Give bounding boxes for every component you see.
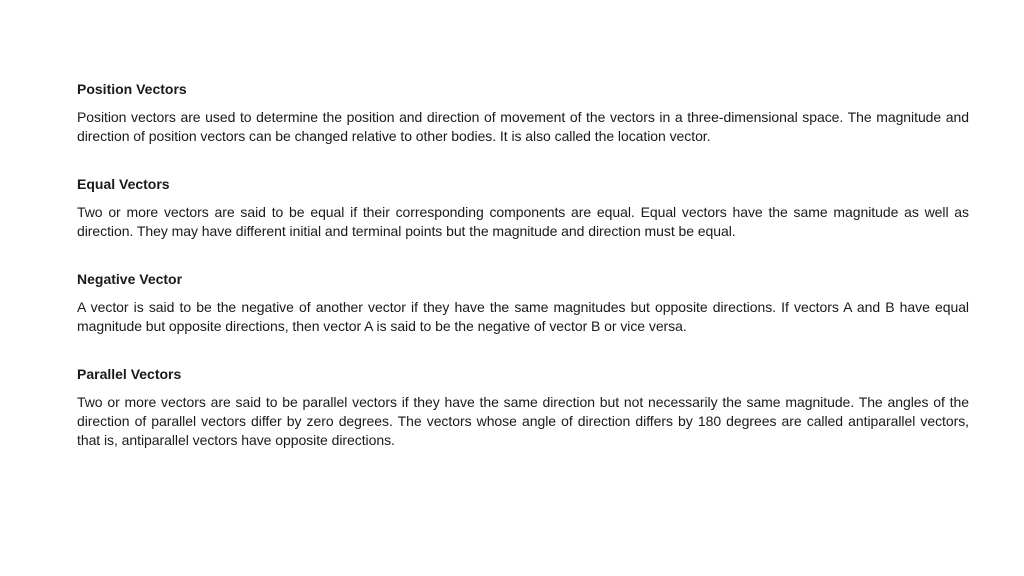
section-heading: Position Vectors — [77, 81, 187, 97]
section-heading: Negative Vector — [77, 271, 183, 287]
section-equal-vectors — [77, 175, 969, 241]
section-parallel-vectors — [77, 365, 969, 450]
section-position-vectors — [77, 80, 969, 146]
section-heading: Equal Vectors — [77, 176, 170, 192]
section-body: Two or more vectors are said to be parallel vectors if they have the same direction but not necessarily the same magnitude. The angles of the direction of parallel vectors differ by zero degrees. The vectors whose angle of direction differs by 180 degrees are called antiparallel vectors, that is, antiparallel vectors have opposite directions. — [77, 394, 969, 448]
section-heading: Parallel Vectors — [77, 366, 182, 382]
section-negative-vector — [77, 270, 969, 336]
section-body: Position vectors are used to determine the position and direction of movement of the vectors in a three-dimensional space. The magnitude and direction of position vectors can be changed relative to other bodies. It is also called the location vector. — [77, 109, 969, 144]
slide-content — [77, 80, 969, 479]
section-body: Two or more vectors are said to be equal if their corresponding components are equal. Equal vectors have the same magnitude as well as direction. They may have different initial and terminal points but the magnitude and direction must be equal. — [77, 204, 969, 239]
section-body: A vector is said to be the negative of another vector if they have the same magnitudes but opposite directions. If vectors A and B have equal magnitude but opposite directions, then vector A is said to be the negative of vector B or vice versa. — [77, 299, 969, 334]
